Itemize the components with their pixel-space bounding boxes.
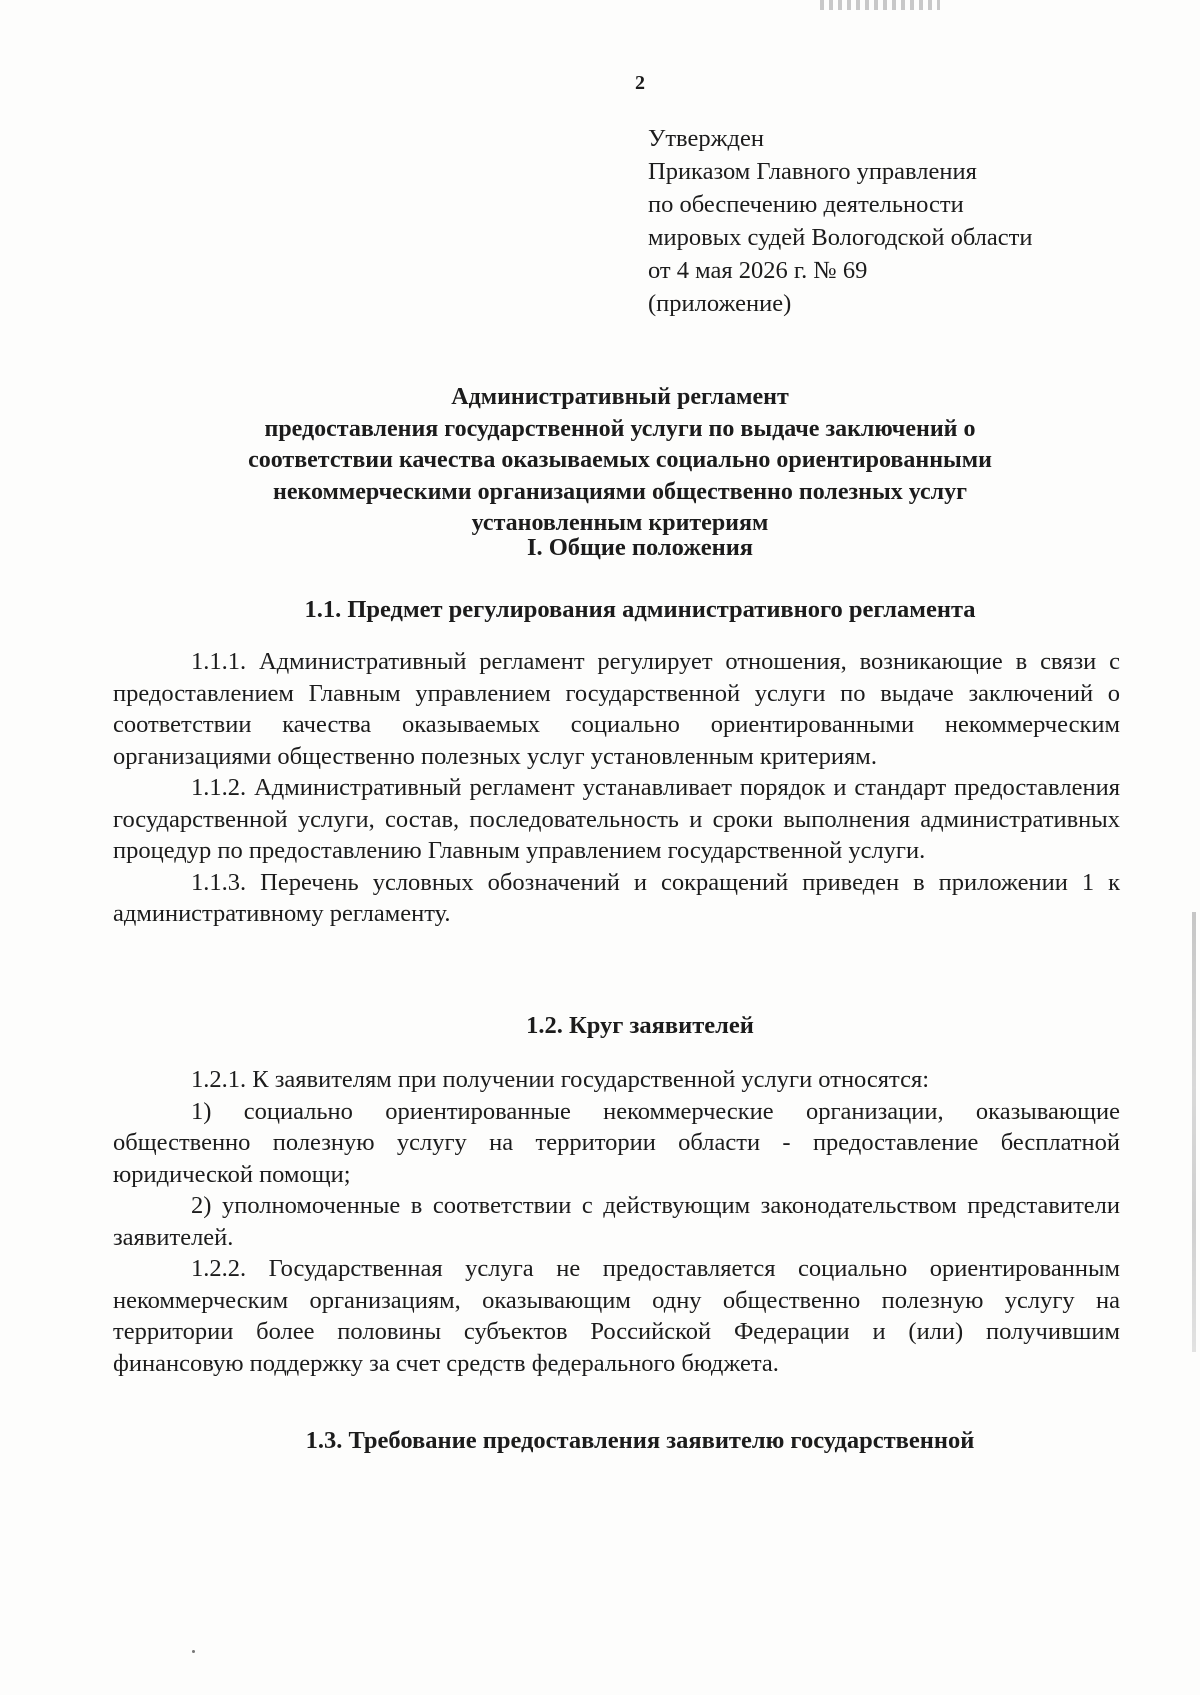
subsection-heading-1-3: 1.3. Требование предоставления заявителю государственной [305,1427,975,1454]
paragraph-1-2-1: 1.2.1. К заявителям при получении государственной услуги относятся: [191,1066,930,1093]
paragraph-1-1-1: 1.1.1. Административный регламент регулирует отношения, возникающие в связи с предоставлением Главным управлением государственной услуги по выдаче заключений о соответствии качества оказываемых социально ориентированными некоммерческим организациями общественно полезных услуг установленным критериям. [113,648,1120,770]
approval-line: Утвержден [648,125,764,152]
approval-block [648,122,1158,320]
paragraph-1-2-1-item-1: 1) социально ориентированные некоммерческие организации, оказывающие общественно полезную услугу на территории области - предоставление бесплатной юридической помощи; [113,1097,1120,1188]
paragraph-1-1-2: 1.1.2. Административный регламент устанавливает порядок и стандарт предоставления государственной услуги, состав, последовательность и сроки выполнения административных процедур по предоставлению Главным управлением государственной услуги. [113,774,1120,864]
page-number: 2 [635,72,645,94]
document-title-line: предоставления государственной услуги по выдаче заключений о [264,415,976,442]
approval-line: по обеспечению деятельности [648,191,964,218]
document-title-line: установленным критериям [471,510,769,536]
approval-line: от 4 мая 2026 г. № 69 [648,257,868,284]
section-heading-general-provisions: I. Общие положения [526,534,754,561]
subsection-1-1-body [113,646,1120,930]
subsection-1-2-body [113,1064,1120,1379]
scan-artifact-top [820,0,940,10]
paragraph-1-2-2: 1.2.2. Государственная услуга не предоставляется социально ориентированным некоммерческим организациям, оказывающим одну общественно полезную услугу на территории более половины субъектов Российской Федерации и (или) получившим финансовую поддержку за счет средств федерального бюджета. [113,1255,1120,1377]
paragraph-1-2-1-item-2: 2) уполномоченные в соответствии с действующим законодательством представители заявителей. [113,1192,1120,1251]
document-title-line: соответствии качества оказываемых социально ориентированными [248,447,992,473]
document-title [160,382,1080,540]
subsection-heading-1-2: 1.2. Круг заявителей [526,1012,754,1039]
scan-artifact-right-edge [1192,912,1196,1352]
document-title-line: Административный регламент [451,384,789,410]
approval-line: Приказом Главного управления [648,158,977,185]
subsection-heading-1-1: 1.1. Предмет регулирования административного регламента [304,596,976,623]
approval-line: (приложение) [648,290,792,317]
paragraph-1-1-3: 1.1.3. Перечень условных обозначений и сокращений приведен в приложении 1 к административному регламенту. [113,868,1120,927]
approval-line: мировых судей Вологодской области [648,224,1033,251]
scan-artifact-dot [192,1650,195,1653]
document-title-line: некоммерческими организациями общественно полезных услуг [273,478,967,505]
